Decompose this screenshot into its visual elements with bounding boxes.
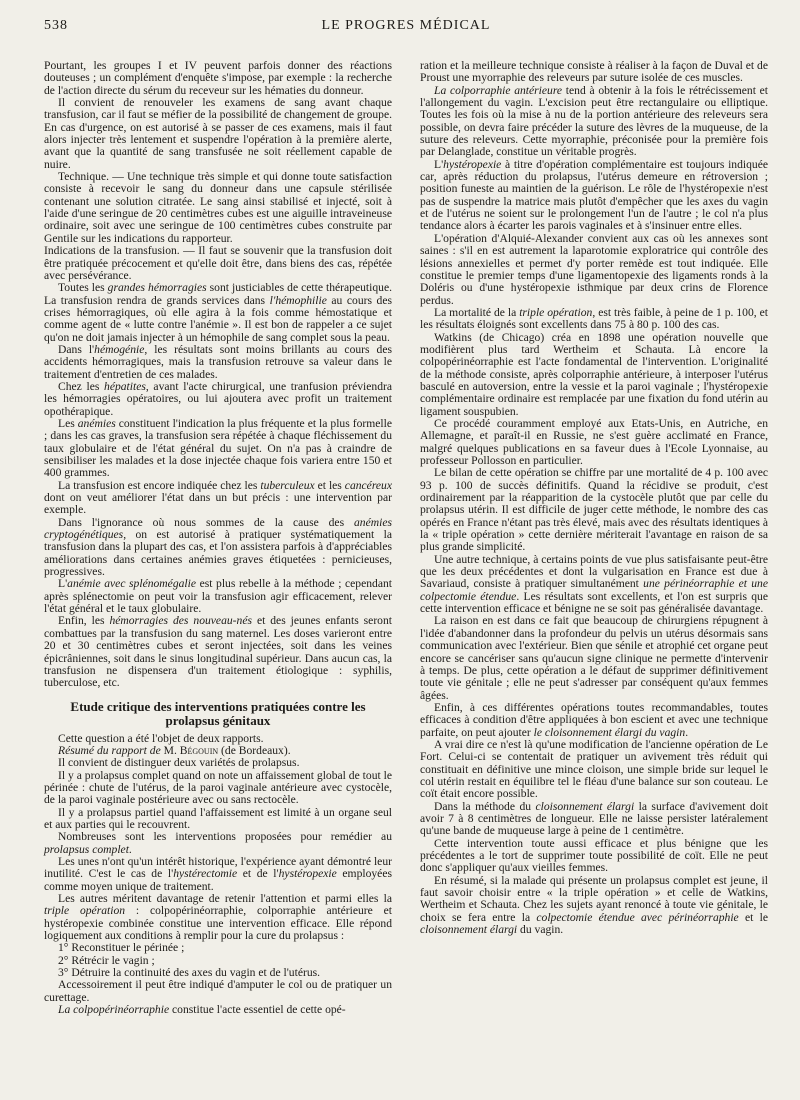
text-run: L'	[58, 577, 68, 591]
text-run: Cette intervention toute aussi efficace et plus bénigne que les précédentes a le tort de supprimer toute possibilité de coït. Elle ne peut donc s'appliquer qu'aux vieilles femmes.	[420, 836, 768, 875]
left-column	[44, 60, 392, 1016]
text-run: (de Bordeaux).	[218, 743, 291, 757]
text-run: Il convient de distinguer deux variétés de prolapsus.	[58, 756, 300, 770]
text-run: Il y a prolapsus partiel quand l'affaissement est limité à un organe seul et aux parties qui le recouvrent.	[44, 805, 392, 831]
text-run: 2° Rétrécir le vagin ;	[58, 953, 155, 967]
italic-text: une périnéorraphie et une colpectomie étendue	[420, 577, 768, 603]
paragraph	[44, 979, 392, 1004]
italic-text: triple opération	[519, 305, 593, 319]
italic-text: grandes hémorragies	[107, 281, 207, 295]
text-run: Il y a prolapsus complet quand on note un affaissement global de tout le périnée : chute de l'utérus, de la paroi vaginale antérieure avec cystocèle, de la paroi vaginale postérieure avec ou sans rectocèle.	[44, 768, 392, 807]
italic-text: La colpopérinéorraphie	[58, 1003, 170, 1017]
text-run: Enfin, à ces différentes opérations toutes recommandables, toutes efficaces à condition d'être appliquées à bon escient et avec une technique parfaite, on peut ajouter	[420, 700, 768, 739]
paragraph	[44, 831, 392, 856]
paragraph	[44, 480, 392, 517]
text-run: est plus rebelle à la méthode ; cependant après splénectomie on peut voir la transfusion agir efficacement, relever l'état général et le taux globulaire.	[44, 577, 393, 616]
italic-text: anémies	[77, 416, 116, 430]
text-run: , est très faible, à peine de 1 p. 100, et les résultats éloignés sont excellents dans 75 à 80 p. 100 des cas.	[420, 305, 768, 332]
paragraph	[44, 893, 392, 942]
paragraph	[420, 418, 768, 467]
text-run: Il convient de renouveler les examens de sang avant chaque transfusion, car il faut se méfier de la possibilité de changement de groupe. En cas d'urgence, on est autorisé à se passer de ces examens, mais il faut alors injecter très lentement et suspendre l'opération à la première alerte, avant que la quantité de sang transfusée ne soit réellement capable de nuire.	[44, 96, 392, 171]
italic-text: anémie avec splénomégalie	[67, 577, 197, 591]
text-run: Technique. — Une technique très simple et qui donne toute satisfaction consiste à recevoir le sang du donneur dans une capsule stérilisée contenant une solution citratée. Le sang ainsi stabilisé et injecté, soit à l'aide d'une seringue de 20 centimètres cubes est une aiguille intraveineuse ordinaire, soit avec une seringue de 100 centimètres cubes construite par Gentile sur les indications du rapporteur.	[44, 170, 392, 245]
text-run: . Les résultats sont excellents, et l'on est surpris que cette intervention efficace et bénigne ne se soit pas généralisée davantage.	[420, 589, 768, 616]
paragraph	[44, 418, 392, 480]
italic-text: le cloisonnement élargi du vagin	[533, 725, 686, 739]
italic-text: tuberculeux	[260, 478, 315, 492]
text-run: Accessoirement il peut être indiqué d'amputer le col ou de pratiquer un curettage.	[44, 978, 392, 1004]
text-run: En résumé, si la malade qui présente un prolapsus complet est jeune, il faut savoir choisir entre « la triple opération » et celle de Watkins, Wertheim et Schauta. Chez les sujets ayant renoncé à toute vie génitale, le choix se fera entre la	[420, 873, 768, 924]
paragraph	[420, 332, 768, 418]
text-run: Une autre technique, à certains points de vue plus satisfaisante peut-être que les deux précédentes et dont la vulgarisation en France est due à Savariaud, consiste à pratiquer simultanément	[420, 552, 768, 591]
italic-text: hystérectomie	[173, 867, 238, 881]
text-run: Enfin, les	[58, 614, 110, 628]
text-run: tend à obtenir à la fois le rétrécissement et l'allongement du vagin. L'excision peut être rectangulaire ou elliptique. Toutes les fois où la mise à nu de la portion antérieure des releveurs sera possible, on devra faire précéder la suture des lèvres de la muqueuse, de la suture des releveurs. Cette myorraphie, préconisée pour la première fois par Delanglade, constitue un véritable progrès.	[420, 83, 769, 159]
text-run: Dans la méthode du	[434, 799, 536, 813]
page-header	[44, 18, 768, 40]
paragraph	[44, 171, 392, 245]
text-run: Bégouin	[179, 743, 219, 757]
paragraph	[420, 838, 768, 875]
paragraph	[44, 344, 392, 381]
text-run: et le	[738, 910, 769, 924]
italic-text: colpectomie étendue avec périnéorraphie	[536, 910, 739, 924]
text-run: Chez les	[58, 379, 105, 393]
text-run: Indications de la transfusion. — Il faut se souvenir que la transfusion doit être pratiquée précocement et qu'elle doit être, dans biens des cas, répétée avec persévérance.	[44, 244, 392, 282]
italic-text: hépatites	[104, 379, 146, 393]
right-column	[420, 60, 768, 936]
text-run: Etude critique des interventions pratiquées contre les prolapsus génitaux	[70, 698, 366, 728]
paragraph	[420, 739, 768, 801]
paragraph	[420, 875, 768, 937]
text-run: L'	[434, 157, 444, 171]
text-run: 1° Reconstituer le périnée ;	[58, 941, 185, 955]
paragraph	[44, 770, 392, 807]
text-run: Cette question a été l'objet de deux rapports.	[58, 731, 264, 745]
text-run: Dans l'ignorance où nous sommes de la cause des	[58, 515, 354, 529]
paragraph	[44, 245, 392, 282]
text-run: constituent l'indication la plus fréquente et la plus formelle ; dans les cas graves, la transfusion sera répétée à chaque fléchissement du taux globulaire et de l'état général du sujet. On n'a pas à craindre de sensibiliser les malades et la dose injectée chaque fois variera entre 150 et 400 grammes.	[44, 416, 392, 480]
paragraph	[44, 578, 392, 615]
paragraph	[420, 159, 768, 233]
italic-text: l'hémophilie	[269, 293, 327, 307]
text-run: Les unes n'ont qu'un intérêt historique, l'expérience ayant démontré leur inutilité. C'est le cas de l'	[44, 854, 392, 881]
italic-text: hystéropexie	[278, 867, 337, 881]
text-run: constitue l'acte essentiel de cette opé-	[169, 1003, 346, 1017]
text-run: Watkins (de Chicago) créa en 1898 une opération nouvelle que modifièrent plus tard Wertheim et Schauta. Là encore la colpopérinéorraphie est l'acte fondamental de l'intervention. L'originalité de la méthode consiste, après colporraphie antérieure, à interposer l'utérus basculé en autoversion, entre la vessie et la paroi vaginale ; l'hystéropexie complémentaire ordinaire est remplacée par une fixation du fond utérin au ligament souspubien.	[420, 330, 768, 418]
paragraph	[420, 307, 768, 332]
text-run: , on est autorisé à pratiquer systématiquement la transfusion dans la plupart des cas, et l'on assistera parfois à d'appréciables améliorations dans certaines anémies graves étiquetées : pernicieuses, progressives.	[44, 528, 392, 579]
text-run: Nombreuses sont les interventions proposées pour remédier au	[58, 830, 392, 844]
text-run: , les résultats sont moins brillants au cours des accidents hémorragiques, mais la transfusion retrouve sa valeur dans le traitement d'entretien de ces malades.	[44, 342, 392, 381]
paragraph	[420, 85, 768, 159]
italic-text: cloisonnement élargi	[420, 923, 518, 937]
italic-text: hémogénie	[94, 342, 145, 356]
text-run: du vagin.	[517, 923, 564, 937]
text-run: au cours des crises hémorragiques, où elle agira à la fois comme hémostatique et comme agent de « lutte contre l'anémie ». Il est bon de rappeler a ce sujet qu'on ne doit jamais injecter à un hémophile de sang complet sous la peau.	[44, 293, 392, 344]
paragraph	[44, 807, 392, 832]
paragraph	[44, 381, 392, 418]
italic-text: La colporraphie antérieure	[434, 83, 563, 97]
paragraph	[420, 702, 768, 739]
paragraph	[420, 554, 768, 616]
text-run: A vrai dire ce n'est là qu'une modification de l'ancienne opération de Le Fort. Celui-ci se contentait de pratiquer un avivement très réduit qui constituait en définitive une mince cloison, une simple bride sur lequel le col utérin restait en équilibre tel le fléau d'une balance sur son couteau. Le coït était encore possible.	[420, 737, 768, 801]
paragraph	[420, 801, 768, 838]
paragraph	[44, 1004, 392, 1016]
text-run: Pourtant, les groupes I et IV peuvent parfois donner des réactions douteuses ; un complément d'enquête s'impose, par exemple : la recherche de l'action directe du sérum du receveur sur les hématies du donneur.	[44, 59, 392, 97]
text-run: dont on veut améliorer l'état dans un but précis : une intervention par exemple.	[44, 491, 392, 517]
text-run: M.	[160, 743, 180, 757]
paragraph	[420, 233, 768, 307]
text-run: ration et la meilleure technique consiste à réaliser à la façon de Duval et de Proust une myorraphie des releveurs par suture isolée de ces muscles.	[420, 59, 768, 85]
text-run: Dans l'	[58, 342, 95, 356]
text-run: Le bilan de cette opération se chiffre par une mortalité de 4 p. 100 avec 93 p. 100 de succès définitifs. Quand la récidive se produit, c'est ordinairement par la réapparition de la cystocèle plutôt que par celle du prolapsus utérin. Il est difficile de juger cette méthode, le nombre des cas opérés en France n'étant pas très élevé, mais avec des résultats identiques à la « triple opération » cette dernière mériterait l'avantage en raison de sa plus grande simplicité.	[420, 466, 768, 554]
journal-title: LE PROGRES MÉDICAL	[321, 18, 491, 33]
text-run: Ce procédé couramment employé aux Etats-Unis, en Autriche, en Allemagne, et paraît-il en Russie, ne s'est guère acclimaté en France, malgré quelques publications en sa faveur dues à l'Ecole Lyonnaise, au professeur Pollosson en particulier.	[420, 416, 768, 467]
italic-text: hystéropexie	[443, 157, 502, 171]
text-run: .	[128, 842, 132, 856]
section-heading	[44, 700, 392, 728]
text-run: à titre d'opération complémentaire est toujours indiquée car, après réduction du prolapsus, l'utérus demeure en rétroversion ; position funeste au maintien de la guérison. Le rôle de l'hystéropexie n'est pas de suspendre la matrice mais plutôt d'empêcher que les axes du vagin et de l'utérus ne soient sur le prolongement l'un de l'autre ; le col n'a plus tendance alors à écarter les parois vaginales et à s'insinuer entre elles.	[420, 157, 768, 233]
paragraph	[420, 467, 768, 553]
italic-text: cancéreux	[344, 478, 392, 492]
text-run: Les autres méritent davantage de retenir l'attention et parmi elles la	[58, 892, 392, 905]
paragraph	[420, 615, 768, 701]
italic-text: anémies cryptogénétiques	[44, 515, 392, 542]
paragraph	[420, 60, 768, 85]
text-run: et des jeunes enfants seront combattues par la transfusion du sang maternel. Les doses varieront entre 20 et 30 centimètres cubes et seront injectées, soit dans les veines épicrâniennes, soit dans le sinus longitudinal supérieur. Dans aucun cas, la transfusion ne dispensera d'un traitement étiologique : syphilis, tuberculose, etc.	[44, 614, 392, 690]
paragraph	[44, 60, 392, 97]
paragraph	[44, 282, 392, 344]
text-run: La mortalité de la	[434, 305, 520, 319]
italic-text: cloisonnement élargi	[535, 799, 635, 813]
text-run: Toutes les	[58, 281, 108, 295]
italic-text: hémorragies des nouveau-nés	[109, 614, 252, 628]
italic-text: prolapsus complet	[44, 842, 129, 856]
text-run: sont justiciables de cette thérapeutique. La transfusion rendra de grands services dans	[44, 281, 392, 307]
text-run: : colpopérinéorraphie, colporraphie antérieure et hystéropexie combinée constitue une intervention efficace. Elle répond logiquement aux conditions à remplir pour la cure du prolapsus :	[44, 904, 392, 943]
text-run: , avant l'acte chirurgical, une tranfusion préviendra les hémorragies opératoires, ou lui ajoutera avec profit un traitement opothérapique.	[44, 379, 392, 418]
text-run: et les	[314, 478, 345, 492]
text-run: et de l'	[237, 867, 279, 881]
paragraph	[44, 615, 392, 689]
text-run: 3° Détruire la continuité des axes du vagin et de l'utérus.	[58, 966, 321, 980]
text-run: la surface d'avivement doit avoir 7 à 8 centimètres de longueur. Elle ne laisse persister latéralement qu'une bande de muqueuse large à peine de 1 centimètre.	[420, 799, 768, 838]
text-run: La transfusion est encore indiquée chez les	[58, 478, 261, 492]
page-number: 538	[44, 18, 68, 33]
paragraph	[44, 856, 392, 893]
italic-text: triple opération	[44, 904, 126, 918]
text-run: .	[685, 725, 689, 739]
paragraph	[44, 517, 392, 579]
text-run: La raison en est dans ce fait que beaucoup de chirurgiens répugnent à l'idée d'abandonner dans la profondeur du pelvis un utérus désormais sans communication avec l'extérieur. Bien que sénile et atrophié cet organe peut encore se cancériser sans qu'aucun signe clinique ne permette d'intervenir à temps. De plus, cette opération a le défaut de supprimer définitivement toute vie génitale ; elle ne peut s'adresser par conséquent qu'aux femmes âgées.	[420, 614, 768, 702]
text-run: Les	[58, 416, 78, 430]
text-run: L'opération d'Alquié-Alexander convient aux cas où les annexes sont saines : s'il en est autrement la laparotomie exploratrice qui contrôle des lésions annexielles et permet d'y porter remède est tout indiquée. Elle constitue le premier temps d'une ligamentopexie des ligaments ronds à la Doléris ou d'une hystéropexie isthmique par deux crins de Florence perdus.	[420, 231, 768, 307]
text-run: employées comme moyen unique de traitement.	[44, 867, 392, 893]
paragraph	[44, 97, 392, 171]
italic-text: Résumé du rapport de	[58, 743, 161, 757]
